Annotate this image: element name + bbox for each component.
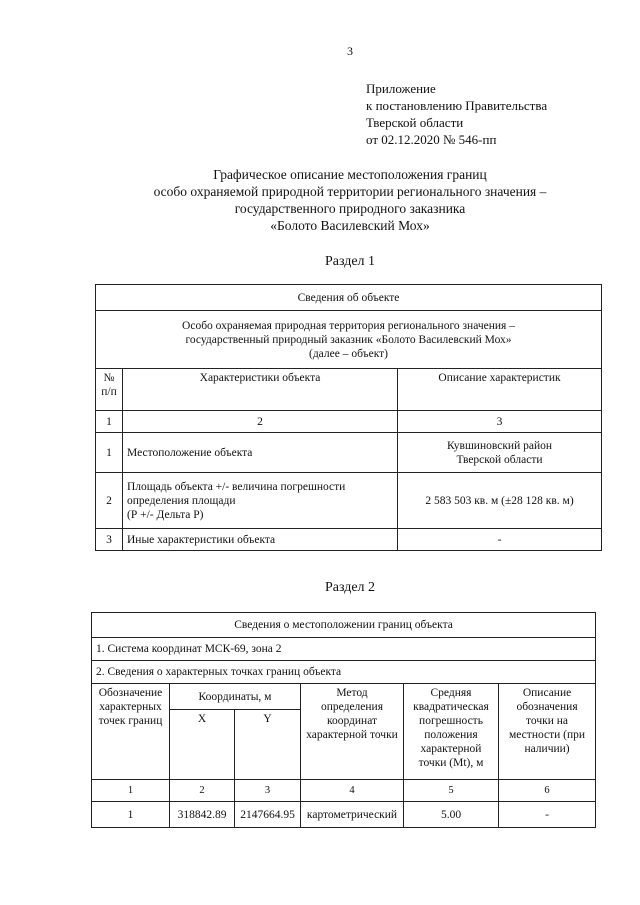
row-name-line: (Р +/- Дельта Р) [127, 508, 204, 521]
table-row [96, 433, 602, 473]
object-info-table [95, 284, 602, 551]
row-name-line: определения площади [127, 494, 236, 507]
header-marking: Описание обозначения точки на местности (при наличии) [499, 684, 596, 780]
row-name: Местоположение объекта [123, 433, 398, 473]
object-desc-line: (далее – объект) [309, 347, 388, 360]
col-number: 1 [92, 780, 170, 802]
object-desc-line: Особо охраняемая природная территория регионального значения – [182, 319, 515, 332]
title-line: Графическое описание местоположения границ [213, 167, 487, 182]
table-row [96, 529, 602, 551]
header-num [96, 369, 123, 411]
header-num-line: № [103, 372, 115, 384]
header-y: Y [235, 710, 301, 780]
appendix-line: Приложение [366, 81, 436, 96]
col-number: 2 [170, 780, 235, 802]
point-id: 1 [92, 802, 170, 828]
appendix-line: к постановлению Правительства [366, 98, 548, 113]
appendix-block [366, 80, 547, 148]
table-title: Сведения об объекте [96, 285, 602, 311]
header-num-line: п/п [101, 386, 117, 398]
col-number: 2 [123, 411, 398, 433]
col-number: 3 [235, 780, 301, 802]
boundary-points-table [91, 612, 596, 828]
table-title: Сведения о местоположении границ объекта [92, 613, 596, 638]
appendix-line: от 02.12.2020 № 546-пп [366, 132, 497, 147]
col-number: 1 [96, 411, 123, 433]
object-description [96, 311, 602, 369]
marking: - [499, 802, 596, 828]
header-error: Средняя квадратическая погрешность положения характерной точки (Mt), м [404, 684, 499, 780]
document-title [80, 166, 620, 234]
table-row [96, 473, 602, 529]
row-num: 1 [96, 433, 123, 473]
row-value-line: Тверской области [456, 453, 543, 466]
row-name: Иные характеристики объекта [123, 529, 398, 551]
header-description: Описание характеристик [398, 369, 602, 411]
table-row [92, 802, 596, 828]
coord-x: 318842.89 [170, 802, 235, 828]
appendix-line: Тверской области [366, 115, 464, 130]
row-value: 2 583 503 кв. м (±28 128 кв. м) [398, 473, 602, 529]
object-desc-line: государственный природный заказник «Болото Василевский Мох» [185, 333, 512, 346]
col-number: 6 [499, 780, 596, 802]
title-line: особо охраняемой природной территории регионального значения – [153, 184, 547, 199]
section1-heading: Раздел 1 [324, 254, 376, 269]
row-value-line: Кувшиновский район [446, 439, 553, 452]
row-value [398, 433, 602, 473]
row-num: 3 [96, 529, 123, 551]
row-name-line: Площадь объекта +/- величина погрешности [127, 480, 346, 493]
row-value: - [398, 529, 602, 551]
error: 5.00 [404, 802, 499, 828]
points-info-header: 2. Сведения о характерных точках границ объекта [92, 661, 596, 684]
page-number: 3 [347, 44, 353, 58]
header-coords: Координаты, м [170, 684, 301, 710]
row-name [123, 473, 398, 529]
section2-heading: Раздел 2 [324, 580, 376, 595]
coord-y: 2147664.95 [235, 802, 301, 828]
col-number: 5 [404, 780, 499, 802]
header-characteristics: Характеристики объекта [123, 369, 398, 411]
title-line: «Болото Василевский Мох» [270, 218, 430, 233]
header-designation: Обозначение характерных точек границ [92, 684, 170, 780]
method: картометрический [301, 802, 404, 828]
row-num: 2 [96, 473, 123, 529]
header-method: Метод определения координат характерной точки [301, 684, 404, 780]
col-number: 3 [398, 411, 602, 433]
header-x: X [170, 710, 235, 780]
coordinate-system: 1. Система координат МСК-69, зона 2 [92, 638, 596, 661]
col-number: 4 [301, 780, 404, 802]
title-line: государственного природного заказника [234, 201, 466, 216]
